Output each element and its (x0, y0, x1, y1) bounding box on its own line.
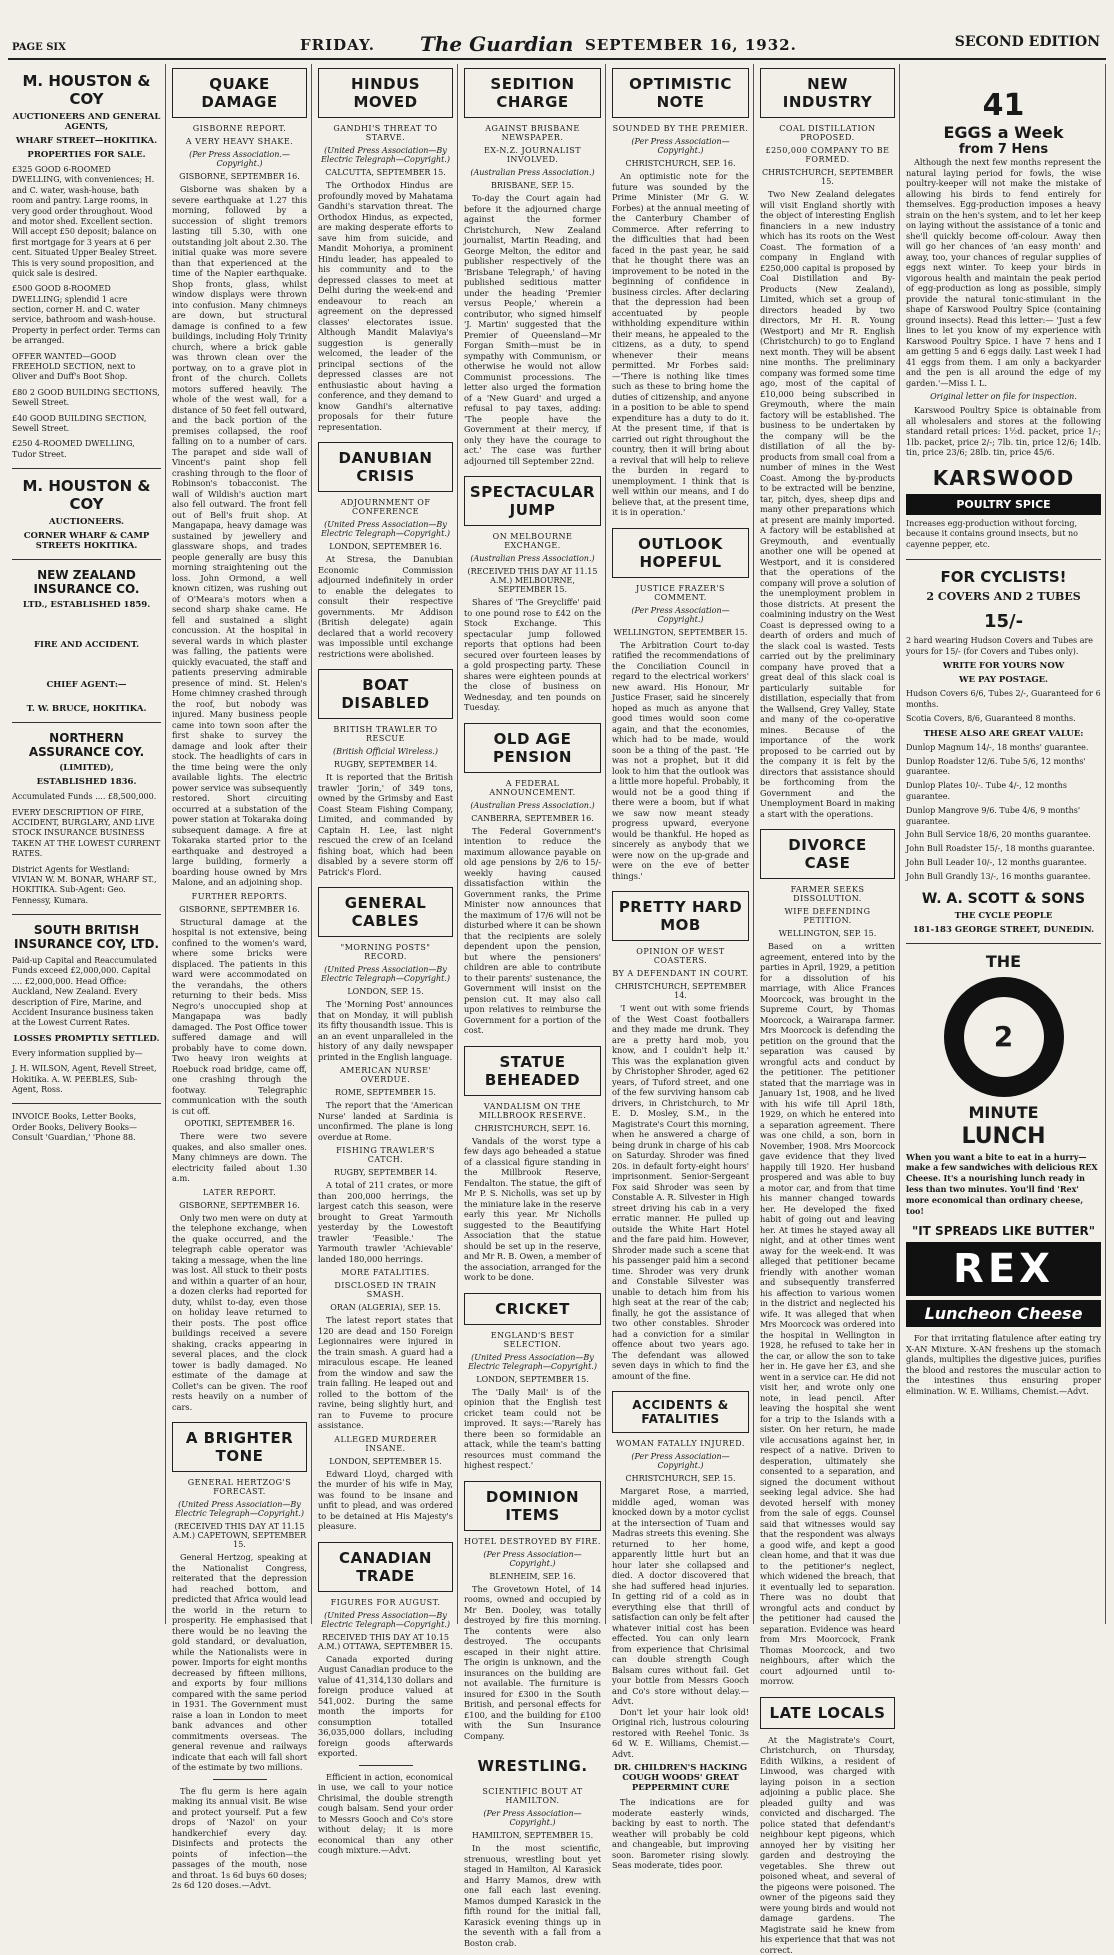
headline: QUAKE DAMAGE (172, 68, 307, 118)
article-statue-beheaded (464, 1046, 601, 1283)
article-wrestling (464, 1751, 601, 1948)
credit: (Australian Press Association.) (464, 168, 601, 177)
subhead: WOMAN FATALLY INJURED. (612, 1439, 749, 1448)
tyre-item: Hudson Covers 6/6, Tubes 2/-, Guaranteed for 6 months. (906, 689, 1101, 711)
article-body: The latest report states that 120 are dead and 150 Foreign Legionnaires were injured in the train smash. A guard had a miraculous escape. He leaned from the window and saw the train falling. He leaped out and rolled to the bottom of the ravine, being slightly hurt, and ran to Fuveme to procure assistance. (318, 1315, 453, 1431)
article-quake-damage (172, 68, 307, 1412)
article-body: Edward Lloyd, charged with the murder of his wife in May, was found to be insane and unfit to plead, and was ordered to be detained at His Majesty's pleasure. (318, 1469, 453, 1532)
article-old-age-pension (464, 723, 601, 1036)
headline: A BRIGHTER TONE (172, 1422, 307, 1472)
scott-sub: THE CYCLE PEOPLE (906, 911, 1101, 921)
dateline: LONDON, SEPTEMBER 15. (464, 1375, 601, 1384)
subhead: GANDHI'S THREAT TO STARVE. (318, 124, 453, 142)
article-body: Two New Zealand delegates will visit England shortly with the object of interesting English financiers in a new industry which has its roots on the West Coast. The formation of a company in England with £250,000 capital is proposed by Coal Distillation and By-Products (New Zealand), Limited, which set a group of directors headed by two directors, Mr H. R. Young (Westport) and Mr R. English (Christchurch) to go to England next month. They will be absent nine months. The preliminary company was formed some time ago, most of the capital of £10,000 being subscribed in Greymouth, where the main factory will be established. The business to be undertaken by the company will be the distillation of all the by-products from small coal from a number of mines in the West Coast. Among the by-products to be extracted will be benzine, tar, pitch, dyes, sheep dips and many other preparations which at present are mainly imported. A factory will be established at Greymouth, and eventually another one will be opened at Westport, and it is considered that the operations of the company will prove a solution of the unemployment problem in those districts. At present the coalmining industry on the West Coast is depressed owing to a dearth of orders and much of the slack coal is wasted. Tests carried out by the preliminary company have proved that a great deal of this slack coal is particularly suitable for distillation, especially that from the Wallsend, Grey Valley, State and many of the co-operative mines. Because of the importance of the work proposed to be carried out by the company it is felt by the directors that assistance should be forthcoming from the Government and the Unemployment Board in making a start with the operations. (760, 189, 895, 819)
article-body: The Orthodox Hindus are profoundly moved by Mahatama Gandhi's starvation threat. The Orthodox Hindus, as expected, are making desperate efforts to save him from suicide, and Mandit Mohoriya, a prominent Hindu leader, has appealed to his community and to the depressed classes to meet at Delhi during the week-end and endeavour to reach an agreement on the depressed classes' electorates issue. Although Mandit Malaviya's suggestion is generally welcomed, the leader of the principal sections of the depressed classes are not enthusiastic about having a conference, and they demand to know Gandhi's alternative proposals for their future representation. (318, 180, 453, 432)
houston2-ad-address: CORNER WHARF & CAMP STREETS HOKITIKA. (12, 531, 161, 551)
article-cricket (464, 1293, 601, 1471)
divider (906, 559, 1101, 560)
nz-insurance-name: NEW ZEALAND INSURANCE CO. (12, 568, 161, 596)
masthead-edition: SECOND EDITION (955, 34, 1100, 50)
houston-ad-role: AUCTIONEERS AND GENERAL AGENTS, (12, 112, 161, 132)
subhead: "MORNING POSTS" RECORD. (318, 943, 453, 961)
article-hindus-moved (318, 68, 453, 432)
article-body: An optimistic note for the future was sounded by the Prime Minister (Mr G. W. Forbes) at the annual meeting of the Canterbury Chamber of Commerce. After referring to the difficulties that had been faced in the past year, he said that he thought there was an improvement to be noted in the beginning of confidence in business circles. After declaring that the depression had been accentuated by people withholding expenditure within their means, he appealed to the citizens, as a duty, to spend whenever their means permitted. Mr Forbes said:—'There is nothing like times such as these to bring home the duties of citizenship, and anyone in a position to be able to spend expenditure has a duty to do it. At the present time, if that is carried out right throughout the country, then it will bring about a revival that will help to relieve the burden in regard to unemployment. I think that is well within our means, and I do believe that, at the present time, it is in operation.' (612, 171, 749, 518)
column-3 (314, 64, 458, 1624)
rex-ad-minute: MINUTE (906, 1103, 1101, 1122)
dateline: GISBORNE, SEPTEMBER 16. (172, 172, 307, 181)
subhead: FISHING TRAWLER'S CATCH. (318, 1146, 453, 1164)
article-body: Based on a written agreement, entered into by the parties in April, 1929, a petition for a dissolution of his marriage, with Alice Frances Moorcock, was brought in the Supreme Court, by Thomas Moorcock, a Wairarapa farmer. Mrs Moorcock is defending the petition on the ground that the separation was caused by wrongful acts and conduct by the petitioner. The petitioner stated that the marriage was in January 1st, 1908, and he lived with his wife till April 18th, 1929, on which he entered into a separation agreement. There was one child, a son, born in November, 1908. Mrs Moorcock gave evidence that they lived happily till 1920. Her husband prospered and was able to buy a motor car, and from that time his manner changed towards her. He developed the fixed habit of going out and leaving her. At times he stayed away all night, and at other times went away for the week-end. It was alleged that petitioner became friendly with another woman and subsequently transferred his affection to various women in the district and neglected his wife. It was alleged that when Mrs Moorcock was ordered into the hospital in Wellington in 1928, he refused to take her in the car, or allow the son to take her in. He gave her £3, and she went in a service car. He did not visit her, and wrote only one note, in lead pencil. After leaving the hospital she went for a trip to the Islands with a sister. On her return, he made vile accusations against her, in respect of a native. Driven to desperation, ultimately she consented to a separation, and signed the document without seeking legal advice. She had devoted herself with money from the sale of eggs. Counsel said that witnesses would say that the respondent was always a good wife, and kept a good clean home, and that it was due to the petitioner's neglect, which widened the breach, that it eventually led to separation. There was no doubt that wrongful acts and conduct by the petitioner had caused the separation. Evidence was heard from Mrs Moorcock, Frank Thomas Moorcock, and two neighbours, after which the court adjourned until to-morrow. (760, 941, 895, 1687)
south-british-losses: LOSSES PROMPTLY SETTLED. (12, 1034, 161, 1044)
article-body: The 'Morning Post' announces that on Monday, it will publish its fifty thousandth issue. This is an an event unparalleled in the history of any daily newspaper printed in the English language. (318, 999, 453, 1062)
dateline: GISBORNE, SEPTEMBER 16. (172, 1201, 307, 1210)
invoice-ad: INVOICE Books, Letter Books, Order Books, Delivery Books—Consult 'Guardian,' 'Phone 88. (12, 1112, 161, 1143)
headline: DIVORCE CASE (760, 829, 895, 879)
article-body: In the most scientific, strenuous, wrestling bout yet staged in Hamilton, Al Karasick and Harry Mamos, drew with one fall each last evening. Mamos dumped Karasick in the fifth round for the initial fall, Karasick evening things up in the seventh with a fall from a Boston crab. (464, 1843, 601, 1948)
property-listing: £80 2 GOOD BUILDING SECTIONS, Sewell Street. (12, 388, 161, 409)
subhead: VANDALISM ON THE MILLBROOK RESERVE. (464, 1102, 601, 1120)
dateline: CHRISTCHURCH, SEP. 15. (612, 1474, 749, 1483)
south-british-name: SOUTH BRITISH INSURANCE COY, LTD. (12, 923, 161, 951)
article-body: General Hertzog, speaking at the Nationalist Congress, reiterated that the depression had reached bottom, and predicted that Africa would lead the world in the return to prosperity. He emphasised that there would be no leaving the gold standard, or devaluation, while the Nationalists were in power. Imports for eight months decreased by fifteen millions, and exports by four millions compared with the same period in 1931. The Government must raise a loan in London to meet bank advances and other commitments overseas. The general revenue and railways indicate that each will fall short of the estimate by two millions. (172, 1552, 307, 1773)
article-body: At the Magistrate's Court, Christchurch, on Thursday, Edith Wilkins, a resident of Linwood, was charged with laying poison in a section adjoining a public place. She pleaded guilty and was convicted and discharged. The police stated that defendant's neighbour kept pigeons, which annoyed her by visiting her garden and destroying the vegetables. She threw out poisoned wheat, and several of the pigeons were poisoned. The owner of the pigeons said they were young birds and would not damage gardens. The Magistrate said he knew from his experience that that was not correct. (760, 1735, 895, 1955)
tyre-item: John Bull Roadster 15/-, 18 months guarantee. (906, 844, 1101, 855)
article-danubian-crisis (318, 442, 453, 659)
divider (213, 1779, 267, 1780)
nz-insurance-line: T. W. BRUCE, HOKITIKA. (12, 704, 161, 714)
dateline: CANBERRA, SEPTEMBER 16. (464, 814, 601, 823)
dateline: CHRISTCHURCH, SEPTEMBER 14. (612, 982, 749, 1000)
property-listing: £500 GOOD 8-ROOMED DWELLING; splendid 1 acre section, corner H. and C. water service, bathroom and wash-house. Property in perfect order. Terms can be arranged. (12, 284, 161, 346)
article-body: 'I went out with some friends of the West Coast footballers and they made me drunk. They are a pretty hard mob, you know, and I couldn't help it.' This was the explanation given by Christopher Shroder, aged 62 years, of Tuford street, and one of the few surviving hansom cab drivers, in Christchurch, to Mr E. D. Mosley, S.M., in the Magistrate's Court this morning, when he answered a charge of being drunk in charge of his cab on Saturday. Shroder was fined 20s. in default forty-eight hours' imprisonment. Senior-Sergeant Fox said Shroder was seen by Constable A. R. Silvester in High street driving his cab in a very erratic manner. He pulled up outside the White Hart Hotel and the fare paid him. However, Shroder made such a scene that his passenger paid him a second time. Shroder was very drunk and Constable Silvester was unable to detach him from his high seat at the rear of the cab; finally, he got the assistance of two other constables. Shroder had a conviction for a similar offence about two years ago. The defendant was allowed seven days in which to find the amount of the fine. (612, 1003, 749, 1381)
divider (906, 943, 1101, 944)
headline: CANADIAN TRADE (318, 1542, 453, 1592)
scott-name: W. A. SCOTT & SONS (906, 891, 1101, 907)
subhead: FIGURES FOR AUGUST. (318, 1598, 453, 1607)
dateline: (RECEIVED THIS DAY AT 11.15 A.M.) MELBOURNE, SEPTEMBER 15. (464, 567, 601, 594)
dateline: LONDON, SEPTEMBER 16. (318, 542, 453, 551)
tyre-item: Scotia Covers, 8/6, Guaranteed 8 months. (906, 714, 1101, 725)
divider (12, 1103, 161, 1104)
article-body: The Federal Government's intention to reduce the maximum allowance payable on old age pensions by 2/6 to 15/- weekly having caused dissatisfaction within the Government ranks, the Prime Minister now announces that the maximum of 17/6 will not be disturbed where it can be shown that the recipients are solely dependent upon the pension, but where the pensioners' children are able to contribute to their parents' sustenance, the Government will insist on the pension cut. It may also call upon relatives to reimburse the Government for a portion of the cost. (464, 826, 601, 1036)
divider (359, 1765, 413, 1766)
karswood-poultry-spice: POULTRY SPICE (906, 494, 1101, 515)
article-body: The Grovetown Hotel, of 14 rooms, owned and occupied by Mr Ben. Dooley, was totally destroyed by fire this morning. The contents were also destroyed. The occupants escaped in their night attire. The origin is unknown, and the insurances on the building are not available. The furniture is insured for £300 in the South British, and personal effects for £100, and the building for £100 with the Sun Insurance Company. (464, 1584, 601, 1742)
article-body: Margaret Rose, a married, middle aged, woman was knocked down by a motor cyclist at the intersection of Tuam and Madras streets this evening. She returned to her home, apparently little hurt but an hour later she collapsed and died. A doctor discovered that she had suffered head injuries. In getting rid of a cold as in everything else that thrill of satisfaction can only be felt after whatever initial cost has been effected. You can only learn from experience that Chrisimal can double strength Cough Balsam cures without fail. Get your bottle from Messrs Gooch and Co's store without delay.—Advt. (612, 1486, 749, 1707)
rex-ad-body: When you want a bite to eat in a hurry—make a few sandwiches with delicious REX Cheese. It's a nourishing lunch ready in less than two minutes. You'll find 'Rex' more economical than ordinary cheese, too! (906, 1152, 1101, 1217)
article-body: Gisborne was shaken by a severe earthquake at 1.27 this morning, followed by a succession of slight tremors lasting till 5.30, with one outstanding jolt about 2.30. The initial quake was more severe than that experienced at the time of the Napier earthquake. Shop fronts, glass, whilst window displays were thrown into confusion. Many chimneys are down, but structural damage is confined to a few buildings, including Holy Trinity church, where a brick gable was thrown clean over the portway, on to a grave plot in front of the church. Collets motors suffered heavily. The whole of the west wall, for a distance of 50 feet fell outward, and the back portion of the premises collapsed, the roof falling on to a number of cars. The parapet and side wall of Vincent's paint shop fell crashing through to the floor of Robinson's tobacconist. The wall of Wildish's auction mart also fell outward. The front fell out of Bell's fruit shop. At Mangapapa, heavy damage was sustained by jewellery and glassware shops, and trades people generally are busy this morning straightening out the loss. John Ormond, a well known citizen, was rushing out of O'Meara's motors when a second sharp shake came. He fell and sustained a slight concussion. At the hospital in several wards in which plaster was falling, the patients were quickly evacuated, the staff and patients preserving admirable presence of mind. St. Helen's Home chimney crashed through the roof, but nobody was injured. Many business people came into town soon after the first shake to survey the damage and look after their stock. The headlights of cars in the time being were the only available lights. The electric power service was subsequently restored. Short circuiting occurred at a substation of the power station at Tokaraka doing subsequent damage. A fire at Tokaraka started prior to the earthquake and destroyed a large building, formerly a boarding house owned by Mrs Malone, and an adjoining shop. (172, 184, 307, 888)
article-divorce-case (760, 829, 895, 1687)
headline: STATUE BEHEADED (464, 1046, 601, 1096)
houston-ad-address: WHARF STREET—HOKITIKA. (12, 136, 161, 146)
northern-assurance-est: ESTABLISHED 1836. (12, 777, 161, 787)
article-sedition-charge (464, 68, 601, 466)
article-late-locals (760, 1697, 895, 1955)
headline: OUTLOOK HOPEFUL (612, 528, 749, 578)
eggs-ad-title: EGGS a Week (906, 123, 1101, 142)
advert-text: Efficient in action, economical in use, we call to your notice Chrisimal, the double strength cough balsam. Send your order to Messrs Gooch and Co's store without delay; it is more economical than any other cough mixture.—Advt. (318, 1772, 453, 1856)
tyre-item: John Bull Service 18/6, 20 months guarantee. (906, 830, 1101, 841)
credit: (Australian Press Association.) (464, 554, 601, 563)
subhead: GENERAL HERTZOG'S FORECAST. (172, 1478, 307, 1496)
headline: DOMINION ITEMS (464, 1481, 601, 1531)
properties-heading: PROPERTIES FOR SALE. (12, 150, 161, 160)
tyre-item: Dunlop Roadster 12/6. Tube 5/6, 12 months' guarantee. (906, 757, 1101, 779)
masthead-rule (8, 58, 1106, 60)
dateline: ROME, SEPTEMBER 15. (318, 1088, 453, 1097)
cyclists-price: 15/- (906, 611, 1101, 632)
credit: (United Press Association—By Electric Telegraph—Copyright.) (318, 1611, 453, 1629)
eggs-ad (906, 88, 1101, 157)
headline: OLD AGE PENSION (464, 723, 601, 773)
headline: LATE LOCALS (760, 1697, 895, 1729)
subhead: JUSTICE FRAZER'S COMMENT. (612, 584, 749, 602)
headline: NEW INDUSTRY (760, 68, 895, 118)
article-boat-disabled (318, 669, 453, 877)
south-british-info: Every information supplied by— (12, 1049, 161, 1059)
property-listing: £325 GOOD 6-ROOMED DWELLING, with conveniences; H. and C. water, wash-house, bath room and pantry. Large rooms, in very good order throughout. Wood and motor shed. Excellent section. Will accept £50 deposit; balance on first mortgage for 3 years at 6 per cent. Situated Upper Bealey Street. This is very sound proposition, and quick sale is desired. (12, 165, 161, 279)
subhead: EX-N.Z. JOURNALIST INVOLVED. (464, 146, 601, 164)
tyre-item: John Bull Leader 10/-, 12 months guarantee. (906, 858, 1101, 869)
northern-assurance-ltd: (LIMITED), (12, 763, 161, 773)
column-2 (168, 64, 312, 1624)
subhead: SOUNDED BY THE PREMIER. (612, 124, 749, 133)
subhead: MORE FATALITIES. (318, 1268, 453, 1277)
subhead: DISCLOSED IN TRAIN SMASH. (318, 1281, 453, 1299)
headline: CRICKET (464, 1293, 601, 1325)
tyre-item: John Bull Grandly 13/-, 16 months guarantee. (906, 872, 1101, 883)
divider (12, 914, 161, 915)
northern-assurance-body: EVERY DESCRIPTION OF FIRE, ACCIDENT, BURGLARY, AND LIVE STOCK INSURANCE BUSINESS TAKEN AT THE LOWEST CURRENT RATES. (12, 808, 161, 860)
headline: GENERAL CABLES (318, 887, 453, 937)
article-pretty-hard-mob (612, 891, 749, 1381)
credit: (Per Press Association—Copyright.) (612, 1452, 749, 1470)
dateline: CHRISTCHURCH, SEP. 16. (612, 159, 749, 168)
credit: (British Official Wireless.) (318, 747, 453, 756)
credit: (United Press Association—By Electric Telegraph—Copyright.) (172, 1500, 307, 1518)
divider (12, 468, 161, 469)
dateline: CHRISTCHURCH, SEPTEMBER 15. (760, 168, 895, 186)
rex-ad-the: THE (906, 952, 1101, 971)
houston2-ad-name: M. HOUSTON & COY (12, 477, 161, 513)
cyclists-postage: WE PAY POSTAGE. (906, 675, 1101, 685)
rex-ad-lunch: LUNCH (906, 1124, 1101, 1149)
article-body: Canada exported during August Canadian produce to the value of 41,314,130 dollars and foreign produce valued at 541,002. During the same month the imports for consumption totalled 36,035,000 dollars, including foreign goods afterwards exported. (318, 1654, 453, 1759)
cyclists-write: WRITE FOR YOURS NOW (906, 661, 1101, 671)
article-accidents-fatalities (612, 1391, 749, 1871)
houston-ad-name: M. HOUSTON & COY (12, 72, 161, 108)
subhead: A FEDERAL ANNOUNCEMENT. (464, 779, 601, 797)
dateline: OPOTIKI, SEPTEMBER 16. (172, 1119, 307, 1128)
article-body: The report that the 'American Nurse' landed at Sardinia is unconfirmed. The plane is long overdue at Rome. (318, 1100, 453, 1142)
dateline: HAMILTON, SEPTEMBER 15. (464, 1831, 601, 1840)
tyre-item: Dunlop Plates 10/-. Tube 4/-, 12 months guarantee. (906, 781, 1101, 803)
article-outlook-hopeful (612, 528, 749, 882)
eggs-ad-subtitle: from 7 Hens (906, 142, 1101, 157)
dateline: ORAN (ALGERIA), SEP. 15. (318, 1303, 453, 1312)
article-brighter-tone (172, 1422, 307, 1891)
subhead: ON MELBOURNE EXCHANGE. (464, 532, 601, 550)
dateline: (RECEIVED THIS DAY AT 11.15 A.M.) CAPETOWN, SEPTEMBER 15. (172, 1522, 307, 1549)
rex-luncheon-cheese: Luncheon Cheese (906, 1300, 1101, 1327)
south-british-body: Paid-up Capital and Reaccumulated Funds exceed £2,000,000. Capital .... £2,000,000. Head Office: Auckland, New Zealand. Every description of Fire, Marine, and Accident Insurance business taken at the Lowest Current Rates. (12, 956, 161, 1029)
masthead-day: FRIDAY. (300, 36, 375, 54)
column-6 (756, 64, 900, 1624)
cyclists-covers: 2 COVERS AND 2 TUBES (906, 590, 1101, 603)
masthead (0, 0, 1114, 56)
dateline: RUGBY, SEPTEMBER 14. (318, 760, 453, 769)
credit: (Australian Press Association.) (464, 801, 601, 810)
article-body: Vandals of the worst type a few days ago beheaded a statue of a classical figure standing in the Millbrook Reserve, Fendalton. The statue, the gift of Mr P. S. Nicholls, was set up by the miniature lake in the reserve early this year. Mr Nicholls suggested to the Beautifying Association that the statue should be set up in the reserve, and Mr R. B. Owen, a member of the association, arranged for the work to be done. (464, 1136, 601, 1283)
dateline: RECEIVED THIS DAY AT 10.15 A.M.) OTTAWA, SEPTEMBER 15. (318, 1633, 453, 1651)
credit: (United Press Association—By Electric Telegraph—Copyright.) (318, 520, 453, 538)
scott-address: 181-183 GEORGE STREET, DUNEDIN. (906, 925, 1101, 935)
headline: PRETTY HARD MOB (612, 891, 749, 941)
column-4 (460, 64, 606, 1624)
subhead: ALLEGED MURDERER INSANE. (318, 1435, 453, 1453)
article-body: Only two men were on duty at the telephone exchange, when the quake occurred, and the telegraph cable operator was taking a message, when the line was lost. All stuck to their posts and within a quarter of an hour, a dozen clerks had reported for duty, whilst to-day, even those on holiday leave returned to their posts. The post office buildings received a severe shaking, cracks appearing in several places, and the clock tower is badly damaged. No estimate of the damage at Collet's can be given. The roof rests heavily on a number of cars. (172, 1213, 307, 1413)
subhead: A VERY HEAVY SHAKE. (172, 137, 307, 146)
dateline: LONDON, SEP. 15. (318, 987, 453, 996)
nz-insurance-line: FIRE AND ACCIDENT. (12, 640, 161, 650)
advert-text: The flu germ is here again making its annual visit. Be wise and protect yourself. Put a few drops of 'Nazol' on your handkerchief every day. Disinfects and protects the points of infection—the passages of the mouth, nose and throat. 1s 6d buys 60 doses; 2s 6d 120 doses.—Advt. (172, 1786, 307, 1891)
article-canadian-trade (318, 1542, 453, 1856)
cyclists-body: 2 hard wearing Hudson Covers and Tubes are yours for 15/- (for Covers and Tubes only). (906, 636, 1101, 658)
dateline: WELLINGTON, SEPTEMBER 15. (612, 628, 749, 637)
headline: DANUBIAN CRISIS (318, 442, 453, 492)
article-dominion-items (464, 1481, 601, 1742)
headline: SEDITION CHARGE (464, 68, 601, 118)
article-body: Structural damage at the hospital is not extensive, being confined to the women's ward, where some bricks were displaced. The patients in this ward were accommodated on the verandahs, the others returning to their beds. Miss Negro's unoccupied shop at Mangapapa was badly damaged. The Post Office tower suffered damage and will probably have to come down. Two heavy iron weights at Roebuck road bridge, came off, one crashing through the footway. Telegraphic communication with the south is cut off. (172, 917, 307, 1117)
dateline: LONDON, SEPTEMBER 15. (318, 1457, 453, 1466)
headline: HINDUS MOVED (318, 68, 453, 118)
dateline: BLENHEIM, SEP. 16. (464, 1572, 601, 1581)
article-body: A total of 211 crates, or more than 200,000 herrings, the largest catch this season, were brought to Great Yarmouth yesterday by the Lowestoft trawler 'Feasible.' The Yarmouth trawler 'Achievable' landed 180,000 herrings. (318, 1180, 453, 1264)
weather-text: The indications are for moderate easterly winds, backing by east to north. The weather will probably be cold and changeable, but improving soon. Barometer rising slowly. Seas moderate, tides poor. (612, 1797, 749, 1871)
south-british-agent: J. H. WILSON, Agent, Revell Street, Hokitika. A. W. PEEBLES, Sub-Agent, Ross. (12, 1064, 161, 1095)
cyclists-heading: FOR CYCLISTS! (906, 568, 1101, 586)
tyre-item: Dunlop Magnum 14/-, 18 months' guarantee. (906, 743, 1101, 754)
property-listing: £250 4-ROOMED DWELLING, Tudor Street. (12, 439, 161, 460)
article-new-industry (760, 68, 895, 819)
advert-text: Don't let your hair look old! Original rich, lustrous colouring restored with Reehel Tonic. 3s 6d W. E. Williams, Chemist.—Advt. (612, 1707, 749, 1760)
credit: (Per Press Association—Copyright.) (612, 606, 749, 624)
karswood-logo: KARSWOOD (906, 466, 1101, 490)
subhead: GISBORNE REPORT. (172, 124, 307, 133)
houston2-ad-role: AUCTIONEERS. (12, 517, 161, 527)
rex-ad-spreads: "IT SPREADS LIKE BUTTER" (906, 1224, 1101, 1238)
rex-logo: REX (906, 1242, 1101, 1296)
dateline: CALCUTTA, SEPTEMBER 15. (318, 168, 453, 177)
column-7 (902, 64, 1106, 1624)
tyre-heading: THESE ALSO ARE GREAT VALUE: (906, 729, 1101, 739)
eggs-ad-stock: Karswood Poultry Spice is obtainable from all wholesalers and stores at the following standard retail prices: 1½d. packet, price 1/-; 1lb. packet, price 2/-; 7lb. tin, price 12/6; 14lb. tin, price 23/6; 28lb. tin, price 45/6. (906, 405, 1101, 458)
divider (12, 722, 161, 723)
dateline: GISBORNE, SEPTEMBER 16. (172, 905, 307, 914)
article-body: The Arbitration Court to-day ratified the recommendations of the Conciliation Council in regard to the electrical workers' new award. His Honour, Mr Justice Fraser, said he sincerely hoped as much as anyone that good times would soon come again, and that the economies, which had to be made, would soon be a thing of the past. 'He was not a prophet, but it did look to him that the outlook was a little more hopeful. Probably, it would not be a good thing if there were a boom, but if what we saw now meant steady progress upward, everyone would be thankful. He hoped as sincerely as anybody that we were now on the up-grade and were on the eve of better things.' (612, 640, 749, 882)
nz-insurance-est: LTD., ESTABLISHED 1859. (12, 600, 161, 610)
subhead: HOTEL DESTROYED BY FIRE. (464, 1537, 601, 1546)
article-optimistic-note (612, 68, 749, 518)
credit: (United Press Association—By Electric Telegraph—Copyright.) (318, 965, 453, 983)
eggs-ad-body: Although the next few months represent the natural laying period for fowls, the wise poultry-keeper will not make the mistake of allowing his birds to fend entirely for themselves. Egg-production imposes a heavy strain on the hen's system, and to let her keep on laying without the assistance of a tonic and she'll quickly become off-colour. Away then will go her chances of 'an easy month' and away, too, your chances of regular supplies of eggs next winter. To keep your birds in vigorous health and maintain the peak period of egg-production as long as possible, simply provide the natural tonic-stimulant in the shape of Karswood Poultry Spice (containing ground insects). Read this letter:— 'Just a few lines to let you know of my experience with Karswood Poultry Spice. I have 7 hens and I am getting 5 and 6 eggs daily. Last week I had 41 eggs from them. I am only a backyarder and the pen is all around the edge of my garden.'—Miss I. L. (906, 157, 1101, 388)
credit: (Per Press Association— Copyright.) (612, 137, 749, 155)
article-body: To-day the Court again had before it the adjourned charge against the former Christchurch, New Zealand journalist, Martin Reading, and George Melton, the editor and publisher respectively of the 'Brisbane Telegraph,' of having published seditious matter under the heading 'Premier versus People,' wherein a contributor, who signed himself 'J. Martin' suggested that the Premier of Queensland—Mr Forgan Smith—must be in sympathy with Communism, or otherwise he would not allow Communist processions. The letter also urged the formation of a 'New Guard' and urged a refusal to pay taxes, adding: 'The people have the Government at their mercy, if only they have the courage to act.' The case was further adjourned till September 22nd. (464, 193, 601, 466)
nz-insurance-line: CHIEF AGENT:— (12, 680, 161, 690)
dateline: CHRISTCHURCH, SEPT. 16. (464, 1124, 601, 1133)
article-body: At Stresa, the Danubian Economic Commission adjourned indefinitely in order to enable the delegates to consult their respective governments. Mr Addison (British delegate) again declared that a world recovery was impossible until exchange restrictions were abolished. (318, 554, 453, 659)
credit: (Per Press Association.—Copyright.) (172, 150, 307, 168)
headline: BOAT DISABLED (318, 669, 453, 719)
subhead: FARMER SEEKS DISSOLUTION. (760, 885, 895, 903)
eggs-ad-number: 41 (983, 88, 1025, 123)
divider (12, 559, 161, 560)
credit: (United Press Association—By Electric Telegraph—Copyright.) (464, 1353, 601, 1371)
northern-assurance-name: NORTHERN ASSURANCE COY. (12, 731, 161, 759)
masthead-title: The Guardian (420, 32, 573, 56)
dateline: BRISBANE, SEP. 15. (464, 181, 601, 190)
rex-ad-two: 2 (964, 997, 1044, 1077)
tyre-item: Dunlop Mangrove 9/6. Tube 4/6, 9 months' guarantee. (906, 806, 1101, 828)
subhead: AGAINST BRISBANE NEWSPAPER. (464, 124, 601, 142)
headline: SPECTACULAR JUMP (464, 476, 601, 526)
xan-advert: For that irritating flatulence after eating try X-AN Mixture. X-AN freshens up the stomach glands, multiplies the digestive juices, purifies the blood and restores the muscular action to the intestines thus ensuring proper elimination. W. E. Williams, Chemist.—Advt. (906, 1333, 1101, 1396)
peppermint-cure-ad: DR. CHILDREN'S HACKING COUGH WOODS' GREAT PEPPERMINT CURE (612, 1763, 749, 1793)
subhead: FURTHER REPORTS. (172, 892, 307, 901)
subhead: BRITISH TRAWLER TO RESCUE (318, 725, 453, 743)
column-1 (8, 64, 166, 1624)
article-body: There were two severe quakes, and also smaller ones. Many chimneys are down. The electricity failed about 1.30 a.m. (172, 1131, 307, 1184)
article-body: It is reported that the British trawler 'Jorin,' of 349 tons, owned by the Grimsby and East Coast Steam Fishing Company, Limited, and commanded by Captain H. Lee, last night rescued the crew of an Iceland fishing boat, which had been disabled by a severe storm off Patrick's Flord. (318, 772, 453, 877)
headline: WRESTLING. (464, 1751, 601, 1781)
credit: (United Press Association—By Electric Telegraph—Copyright.) (318, 146, 453, 164)
headline: OPTIMISTIC NOTE (612, 68, 749, 118)
subhead: BY A DEFENDANT IN COURT. (612, 969, 749, 978)
subhead: SCIENTIFIC BOUT AT HAMILTON. (464, 1787, 601, 1805)
headline: ACCIDENTS & FATALITIES (612, 1391, 749, 1433)
article-spectacular-jump (464, 476, 601, 713)
clock-icon (944, 977, 1064, 1097)
article-general-cables (318, 887, 453, 1532)
page-number: PAGE SIX (12, 42, 66, 53)
credit: (Per Press Association—Copyright.) (464, 1550, 601, 1568)
masthead-date: SEPTEMBER 16, 1932. (585, 36, 797, 54)
eggs-ad-original: Original letter on file for inspection. (906, 392, 1101, 401)
subhead: COAL DISTILLATION PROPOSED. (760, 124, 895, 142)
subhead: ADJOURNMENT OF CONFERENCE (318, 498, 453, 516)
subhead: £250,000 COMPANY TO BE FORMED. (760, 146, 895, 164)
subhead: LATER REPORT. (172, 1188, 307, 1197)
credit: (Per Press Association—Copyright.) (464, 1809, 601, 1827)
property-listing: OFFER WANTED—GOOD FREEHOLD SECTION, next to Oliver and Duff's Boot Shop. (12, 352, 161, 383)
subhead: AMERICAN NURSE' OVERDUE. (318, 1066, 453, 1084)
subhead: ENGLAND'S BEST SELECTION. (464, 1331, 601, 1349)
subhead: OPINION OF WEST COASTERS. (612, 947, 749, 965)
northern-assurance-agents: District Agents for Westland: VIVIAN W. M. BONAR, WHARF ST., HOKITIKA. Sub-Agent: Geo. Fennessy, Kumara. (12, 865, 161, 907)
dateline: RUGBY, SEPTEMBER 14. (318, 1168, 453, 1177)
dateline: WELLINGTON, SEP. 15. (760, 929, 895, 938)
property-listing: £40 GOOD BUILDING SECTION, Sewell Street. (12, 414, 161, 435)
subhead: WIFE DEFENDING PETITION. (760, 907, 895, 925)
article-body: The 'Daily Mail' is of the opinion that the English test cricket team could not be improved. It says:—'Rarely has there been so formidable an attack, while the team's batting resources must command the highest respect.' (464, 1387, 601, 1471)
column-5 (608, 64, 754, 1624)
article-body: Shares of 'The Greycliffe' paid to one pound rose to £42 on the Stock Exchange. This spectacular jump followed reports that options had been secured over fourteen leases by a gold prospecting party. These shares were eighteen pounds at the close of business on Wednesday, and ten pounds on Tuesday. (464, 597, 601, 713)
karswood-tagline: Increases egg-production without forcing, because it contains ground insects, but no cayenne pepper, etc. (906, 519, 1101, 551)
rex-ad (906, 952, 1101, 1149)
northern-assurance-funds: Accumulated Funds .... £8,500,000. (12, 792, 161, 802)
